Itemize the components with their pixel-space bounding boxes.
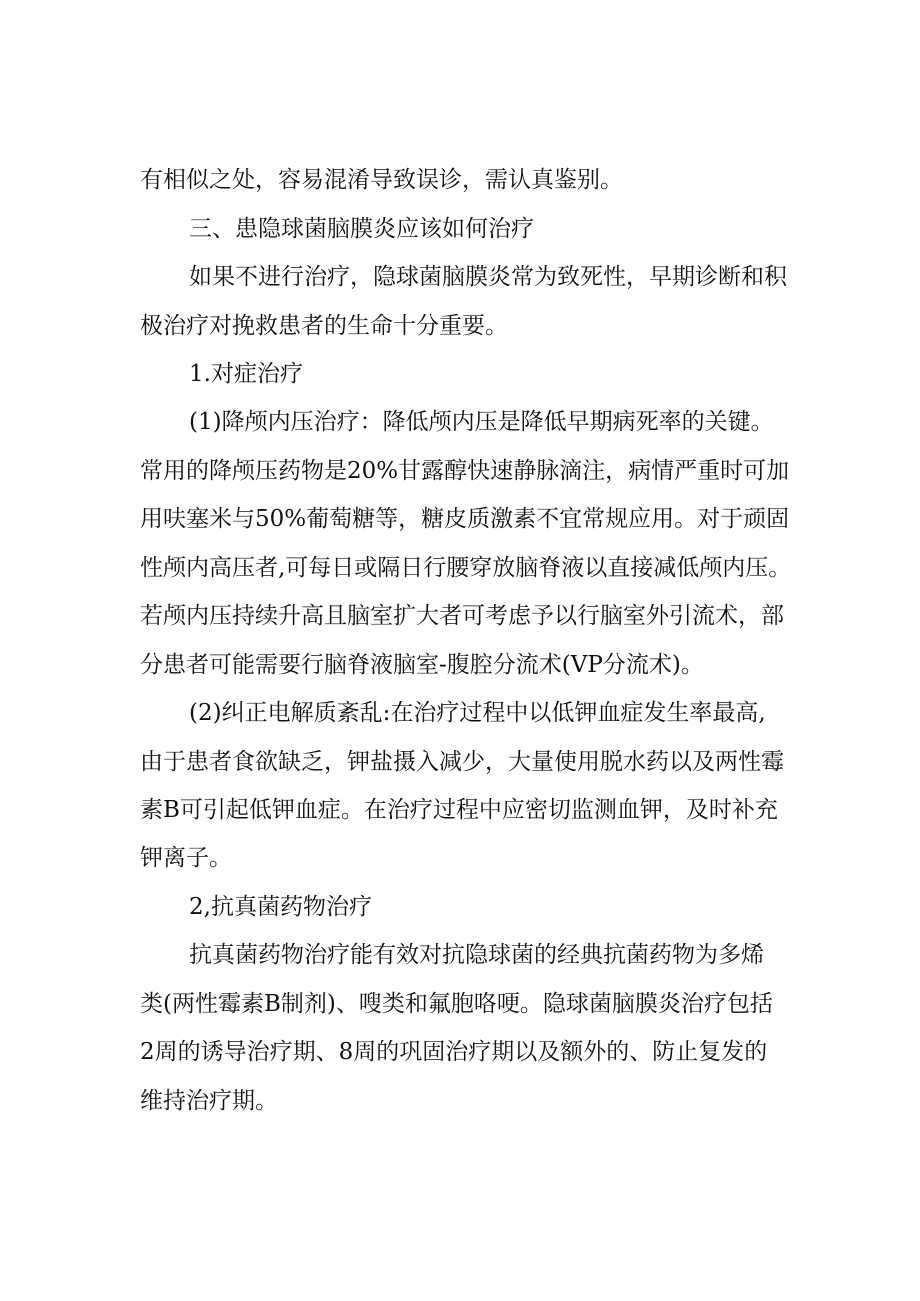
paragraph-antifungal-line: 抗真菌药物治疗能有效对抗隐球菌的经典抗菌药物为多烯 (189, 942, 764, 968)
paragraph-intracranial-pressure-line: 常用的降颅压药物是20%甘露醇快速静脉滴注，病情严重时可加 (140, 458, 790, 484)
paragraph-intracranial-pressure-line: 若颅内压持续升高且脑室扩大者可考虑予以行脑室外引流术，部 (140, 603, 784, 629)
paragraph-electrolyte-line: (2)纠正电解质紊乱:在治疗过程中以低钾血症发生率最高, (189, 700, 766, 726)
subheading-antifungal-treatment: 2,抗真菌药物治疗 (189, 894, 372, 920)
paragraph-electrolyte-line: 钾离子。 (140, 845, 232, 871)
subheading-symptomatic-treatment: 1.对症治疗 (189, 361, 303, 387)
paragraph-intracranial-pressure-line: 分患者可能需要行脑脊液脑室-腹腔分流术(VP分流术)。 (140, 652, 704, 678)
paragraph-intro-line: 如果不进行治疗，隐球菌脑膜炎常为致死性，早期诊断和积 (189, 264, 787, 290)
paragraph-antifungal-line: 维持治疗期。 (140, 1088, 278, 1114)
text-line-continuation: 有相似之处，容易混淆导致误诊，需认真鉴别。 (140, 167, 623, 193)
paragraph-antifungal-line: 2周的诱导治疗期、8周的巩固治疗期以及额外的、防止复发的 (140, 1039, 768, 1065)
paragraph-antifungal-line: 类(两性霉素B制剂)、嗖类和氟胞咯哽。隐球菌脑膜炎治疗包括 (140, 991, 773, 1017)
paragraph-intracranial-pressure-line: 用呋塞米与50%葡萄糖等，糖皮质激素不宜常规应用。对于顽固 (140, 506, 790, 532)
paragraph-intracranial-pressure-line: (1)降颅内压治疗：降低颅内压是降低早期病死率的关键。 (189, 409, 774, 435)
section-heading-treatment: 三、患隐球菌脑膜炎应该如何治疗 (189, 216, 534, 242)
paragraph-intracranial-pressure-line: 性颅内高压者,可每日或隔日行腰穿放脑脊液以直接减低颅内压。 (140, 555, 792, 581)
paragraph-electrolyte-line: 素B可引起低钾血症。在治疗过程中应密切监测血钾，及时补充 (140, 797, 778, 823)
paragraph-electrolyte-line: 由于患者食欲缺乏，钾盐摄入减少，大量使用脱水药以及两性霉 (140, 749, 784, 775)
paragraph-intro-line: 极治疗对挽救患者的生命十分重要。 (140, 313, 508, 339)
